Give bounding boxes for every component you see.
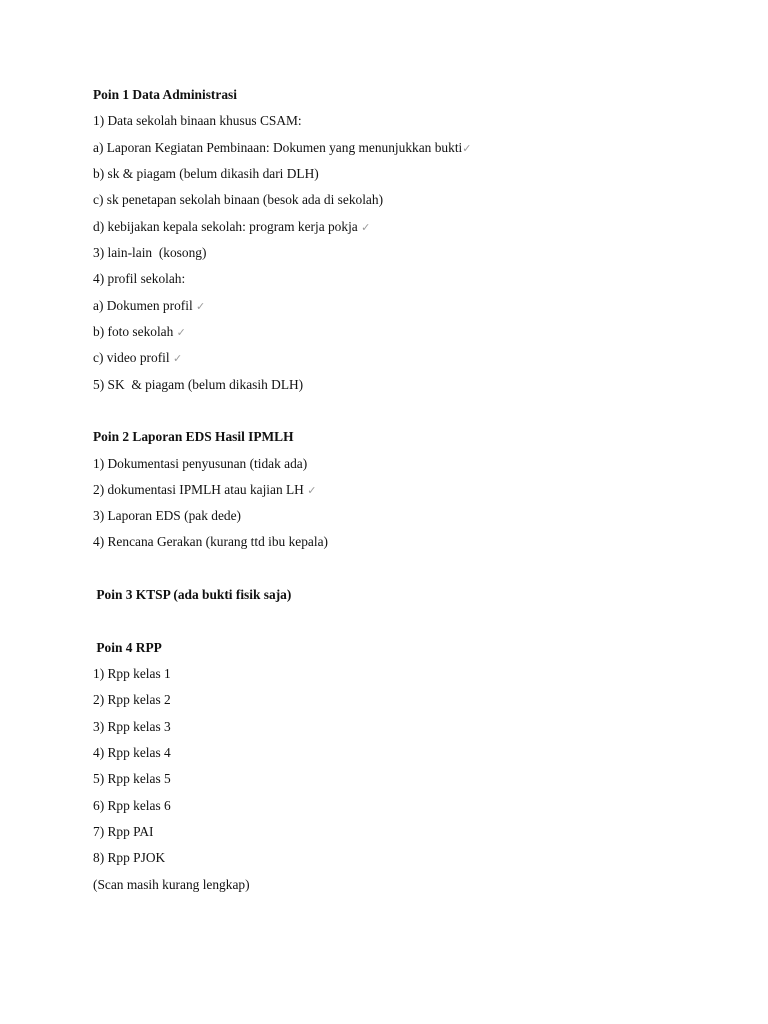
list-item [93,691,171,709]
line-text: b) sk & piagam (belum dikasih dari DLH) [93,166,319,181]
list-item [93,218,370,237]
list-item [93,297,205,316]
list-item [93,481,316,500]
list-item [93,191,383,209]
check-mark-icon: ✓ [361,221,371,234]
line-text: 3) Laporan EDS (pak dede) [93,508,241,523]
list-item [93,744,171,762]
line-text: Poin 1 Data Administrasi [93,87,237,102]
list-item [93,139,471,158]
line-text: 4) profil sekolah: [93,271,186,286]
line-text: c) video profil [93,350,173,365]
check-mark-icon: ✓ [462,142,472,155]
list-item [93,112,302,130]
line-text: 4) Rencana Gerakan (kurang ttd ibu kepala) [93,534,328,549]
line-text: 1) Dokumentasi penyusunan (tidak ada) [93,456,308,471]
line-text: 5) SK & piagam (belum dikasih DLH) [93,377,304,392]
list-item [93,507,241,525]
line-text: Poin 4 RPP [93,640,162,655]
line-text: a) Laporan Kegiatan Pembinaan: Dokumen yang menunjukkan bukti [93,140,463,155]
line-text: b) foto sekolah [93,324,177,339]
line-text: 6) Rpp kelas 6 [93,798,171,813]
line-text: Poin 2 Laporan EDS Hasil IPMLH [93,429,294,444]
line-text: 1) Rpp kelas 1 [93,666,171,681]
line-text: d) kebijakan kepala sekolah: program kerja pokja [93,219,362,234]
line-text: 1) Data sekolah binaan khusus CSAM: [93,113,302,128]
list-item [93,849,165,867]
section-heading [93,586,291,604]
line-text: c) sk penetapan sekolah binaan (besok ada di sekolah) [93,192,384,207]
line-text: 8) Rpp PJOK [93,850,166,865]
list-item [93,797,171,815]
line-text: 7) Rpp PAI [93,824,154,839]
line-text: Poin 3 KTSP (ada bukti fisik saja) [93,587,292,602]
section-heading [93,86,237,104]
check-mark-icon: ✓ [176,326,186,339]
list-item [93,323,186,342]
check-mark-icon: ✓ [307,484,317,497]
list-item [93,718,171,736]
line-text: 2) Rpp kelas 2 [93,692,171,707]
line-text: 3) lain-lain (kosong) [93,245,207,260]
list-item [93,876,250,894]
line-text: (Scan masih kurang lengkap) [93,877,250,892]
list-item [93,270,185,288]
check-mark-icon: ✓ [196,300,206,313]
list-item [93,376,303,394]
list-item [93,244,206,262]
section-heading [93,428,294,446]
section-heading [93,639,162,657]
check-mark-icon: ✓ [172,352,183,365]
line-text: 2) dokumentasi IPMLH atau kajian LH [93,482,308,497]
list-item [93,349,182,368]
line-text: a) Dokumen profil [93,298,197,313]
list-item [93,165,319,183]
list-item [93,770,171,788]
line-text: 4) Rpp kelas 4 [93,745,171,760]
list-item [93,823,154,841]
list-item [93,533,328,551]
line-text: 3) Rpp kelas 3 [93,719,171,734]
list-item [93,665,171,683]
line-text: 5) Rpp kelas 5 [93,771,171,786]
list-item [93,455,307,473]
